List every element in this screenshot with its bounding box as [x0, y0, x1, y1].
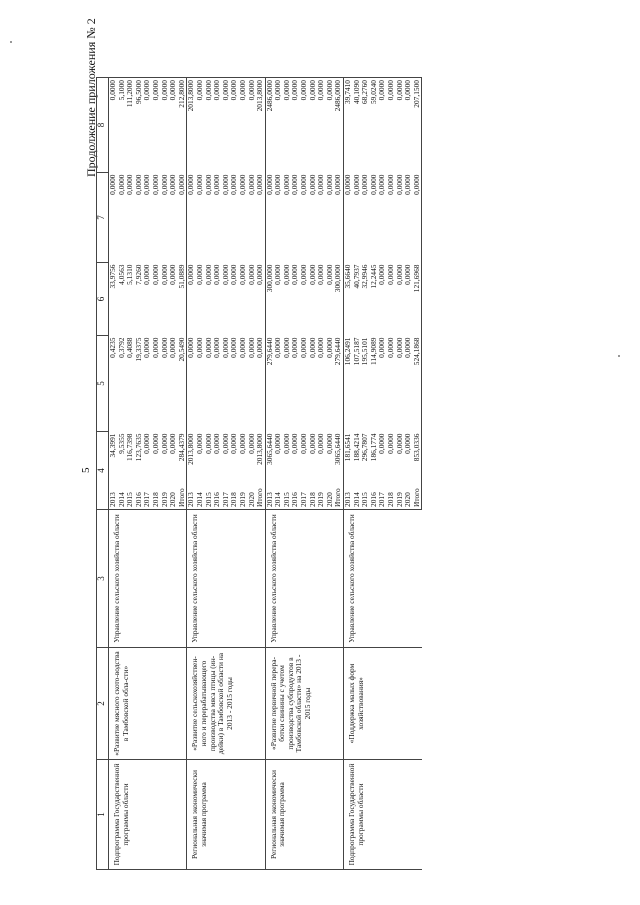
value-col7: 0,0000 [299, 174, 309, 195]
row-year: 2013 [344, 480, 353, 510]
value-col4: 0,0000 [220, 433, 230, 454]
value-col6: 300,0000 [333, 264, 343, 293]
value-col8: 212,8000 [178, 78, 187, 173]
value-col6: 4,0563 [116, 264, 126, 285]
row-year: 2017 [300, 480, 309, 510]
value-col6: 300,0000 [265, 263, 274, 336]
value-col8: 0,0000 [143, 78, 152, 173]
value-col8: 68,2760 [361, 78, 370, 173]
value-col4: 3065,6440 [265, 432, 274, 480]
value-col6: 0,0000 [187, 263, 196, 336]
value-col6: 0,0000 [220, 264, 230, 285]
row-year: 2014 [274, 480, 283, 510]
value-col8: 0,0000 [213, 78, 222, 173]
row-year: 2018 [152, 480, 161, 510]
value-col4: 0,0000 [403, 433, 413, 454]
value-col5: 279,6440 [265, 336, 274, 432]
value-col5: 0,0000 [290, 337, 300, 358]
value-col6: 12,2445 [368, 264, 378, 289]
value-col4: 0,0000 [212, 433, 222, 454]
value-col5: 0,0000 [159, 337, 169, 358]
value-col7: 0,0000 [368, 174, 378, 195]
value-col4: 188,4214 [351, 433, 361, 462]
column-header-4: 4 [97, 432, 109, 510]
value-col5: 0,0000 [203, 337, 213, 358]
value-col6: 0,0000 [159, 264, 169, 285]
value-col8: 0,0000 [169, 78, 178, 173]
program-executor: Управление сельского хозяйства области [187, 510, 265, 648]
value-col4: 0,0000 [203, 433, 213, 454]
value-col7: 0,0000 [187, 173, 196, 263]
value-col7: 0,0000 [237, 174, 247, 195]
value-col7: 0,0000 [273, 174, 283, 195]
value-col7: 0,0000 [150, 174, 160, 195]
value-col8: 0,0000 [404, 78, 413, 173]
value-col8: 2013,8000 [256, 78, 265, 173]
table-body [109, 78, 422, 870]
value-col6: 0,0000 [168, 264, 178, 285]
value-col8: 96,5000 [135, 78, 144, 173]
value-col7: 0,0000 [229, 174, 239, 195]
value-col7: 0,0000 [203, 174, 213, 195]
value-col8: 2486,0000 [265, 78, 274, 173]
value-col8: 0,0000 [230, 78, 239, 173]
row-year: 2014 [196, 480, 205, 510]
value-col5: 0,4088 [125, 337, 135, 358]
value-col6: 0,0000 [212, 264, 222, 285]
row-year: 2020 [248, 480, 257, 510]
value-col4: 0,0000 [281, 433, 291, 454]
row-year: 2013 [109, 480, 118, 510]
value-col6: 32,9946 [360, 264, 370, 289]
value-col5: 0,0000 [237, 337, 247, 358]
value-col5: 0,0000 [255, 337, 265, 358]
column-header-5: 5 [97, 336, 109, 432]
value-col7: 0,0000 [290, 174, 300, 195]
value-col7: 0,0000 [109, 173, 118, 263]
value-col4: 0,0000 [229, 433, 239, 454]
value-col8: 2013,8000 [187, 78, 196, 173]
value-col5: 19,3375 [133, 337, 143, 362]
value-col6: 35,6640 [344, 263, 353, 336]
value-col4: 0,0000 [237, 433, 247, 454]
value-col6: 33,9756 [109, 263, 118, 336]
value-col4: 0,0000 [194, 433, 204, 454]
value-col4: 0,0000 [150, 433, 160, 454]
value-col5: 107,5187 [351, 337, 361, 366]
value-col6: 0,0000 [386, 264, 395, 285]
column-header-2: 2 [97, 648, 109, 760]
row-year: 2019 [161, 480, 170, 510]
value-col4: 284,4379 [176, 433, 186, 462]
value-col7: 0,0000 [159, 174, 169, 195]
value-col4: 186,1774 [368, 433, 378, 462]
program-name: «Развитие сельскохозяйствен-ного и перерабатывающего производства мяса птицы (ин-дейки) в Тамбовской области на 2013 - 2015 годы [187, 648, 265, 760]
value-col5: 0,0000 [377, 337, 387, 358]
value-col4: 34,3991 [109, 432, 118, 480]
value-col7: 0,0000 [307, 174, 317, 195]
value-col6: 0,0000 [194, 264, 204, 285]
row-year: 2016 [291, 480, 300, 510]
value-col5: 0,4235 [109, 336, 118, 432]
program-level: Региональная экономически значимая программа [265, 760, 343, 870]
value-col4: 0,0000 [246, 433, 256, 454]
row-year: 2018 [230, 480, 239, 510]
value-col4: 0,0000 [159, 433, 169, 454]
value-col8: 0,0000 [205, 78, 214, 173]
value-col7: 0,0000 [403, 174, 413, 195]
value-col6: 0,0000 [324, 264, 334, 285]
value-col8: 0,0000 [309, 78, 318, 173]
value-col7: 0,0000 [333, 174, 343, 195]
value-col8: 0,0000 [239, 78, 248, 173]
value-col6: 0,0000 [203, 264, 213, 285]
value-col5: 0,0000 [246, 337, 256, 358]
row-year: 2020 [404, 480, 413, 510]
value-col6: 51,0889 [176, 264, 186, 289]
value-col6: 0,0000 [316, 264, 326, 285]
value-col5: 106,2491 [344, 336, 353, 432]
value-col7: 0,0000 [281, 174, 291, 195]
value-col5: 0,0000 [307, 337, 317, 358]
value-col7: 0,0000 [324, 174, 334, 195]
value-col8: 40,1090 [353, 78, 362, 173]
value-col7: 0,0000 [360, 174, 370, 195]
row-year: 2014 [353, 480, 362, 510]
row-year: 2017 [222, 480, 231, 510]
value-col7: 0,0000 [116, 174, 126, 195]
row-year: 2015 [283, 480, 292, 510]
row-year: 2016 [370, 480, 379, 510]
value-col5: 195,5101 [360, 337, 370, 366]
value-col4: 2013,8000 [187, 432, 196, 480]
value-col7: 0,0000 [133, 174, 143, 195]
row-year: 2015 [126, 480, 135, 510]
value-col7: 0,0000 [212, 174, 222, 195]
value-col8: 207,1500 [413, 78, 422, 173]
row-year: Итого [256, 480, 265, 510]
row-year: 2013 [187, 480, 196, 510]
value-col7: 0,0000 [246, 174, 256, 195]
row-year: 2014 [118, 480, 127, 510]
value-col8: 0,0000 [274, 78, 283, 173]
value-col6: 0,0000 [299, 264, 309, 285]
value-col5: 0,0000 [386, 337, 395, 358]
value-col8: 0,0000 [196, 78, 205, 173]
value-col8: 0,0000 [396, 78, 405, 173]
value-col5: 0,0000 [229, 337, 239, 358]
value-col8: 0,0000 [326, 78, 335, 173]
value-col4: 123,7635 [133, 433, 143, 462]
value-col5: 0,0000 [187, 336, 196, 432]
value-col4: 0,0000 [168, 433, 178, 454]
value-col5: 0,0000 [150, 337, 160, 358]
value-col5: 0,0000 [299, 337, 309, 358]
value-col8: 0,0000 [222, 78, 231, 173]
row-year: 2017 [378, 480, 387, 510]
value-col7: 0,0000 [220, 174, 230, 195]
value-col4: 296,7807 [360, 433, 370, 462]
program-name: «Развитие мясного ското-водства в Тамбовской обла-сти» [109, 648, 187, 760]
row-year: Итого [334, 480, 343, 510]
program-level: Региональная экономически значимая программа [187, 760, 265, 870]
value-col7: 0,0000 [125, 174, 135, 195]
value-col8: 0,0000 [378, 78, 387, 173]
value-col4: 9,5355 [116, 433, 126, 454]
value-col4: 116,7398 [125, 433, 135, 461]
value-col8: 111,2000 [126, 78, 135, 173]
value-col5: 0,0000 [324, 337, 334, 358]
value-col7: 0,0000 [176, 174, 186, 195]
value-col7: 0,0000 [344, 173, 353, 263]
row-year: 2015 [205, 480, 214, 510]
row-year: 2019 [317, 480, 326, 510]
value-col6: 0,0000 [150, 264, 160, 285]
value-col8: 0,0000 [161, 78, 170, 173]
value-col7: 0,0000 [351, 174, 361, 195]
value-col8: 0,0000 [248, 78, 257, 173]
table-row [344, 78, 353, 870]
value-col5: 0,0000 [316, 337, 326, 358]
program-executor: Управление сельского хозяйства области [265, 510, 343, 648]
table-row [265, 78, 274, 870]
program-executor: Управление сельского хозяйства области [109, 510, 187, 648]
value-col6: 0,0000 [237, 264, 247, 285]
value-col4: 0,0000 [324, 433, 334, 454]
value-col5: 0,0000 [394, 337, 404, 358]
column-header-8: 8 [97, 78, 109, 173]
value-col4: 0,0000 [316, 433, 326, 454]
value-col7: 0,0000 [168, 174, 178, 195]
value-col6: 0,0000 [246, 264, 256, 285]
value-col8: 0,0000 [283, 78, 292, 173]
value-col7: 0,0000 [394, 174, 404, 195]
value-col6: 0,0000 [403, 264, 413, 285]
row-year: 2019 [239, 480, 248, 510]
row-year: Итого [178, 480, 187, 510]
value-col8: 0,0000 [291, 78, 300, 173]
value-col6: 0,0000 [273, 264, 283, 285]
table-row [187, 78, 196, 870]
row-year: 2018 [387, 480, 396, 510]
value-col5: 0,3792 [116, 337, 126, 358]
value-col4: 0,0000 [307, 433, 317, 454]
row-year: 2015 [361, 480, 370, 510]
value-col8: 0,0000 [109, 78, 118, 173]
value-col4: 0,0000 [142, 433, 152, 454]
value-col5: 279,6440 [333, 337, 343, 366]
value-col8: 0,0000 [387, 78, 396, 173]
column-header-3: 3 [97, 510, 109, 648]
scan-speck [618, 355, 620, 357]
program-level: Подпрограмма Государственной программы области [344, 760, 422, 870]
value-col5: 524,1868 [413, 336, 422, 432]
value-col4: 0,0000 [386, 433, 395, 454]
value-col5: 0,0000 [194, 337, 204, 358]
value-col4: 0,0000 [299, 433, 309, 454]
continuation-caption: Продолжение приложения № 2 [84, 18, 98, 177]
row-year: 2016 [213, 480, 222, 510]
scan-speck [10, 41, 12, 43]
value-col5: 0,0000 [168, 337, 178, 358]
value-col8: 39,7410 [344, 78, 353, 173]
value-col5: 0,0000 [212, 337, 222, 358]
value-col6: 0,0000 [255, 264, 265, 285]
value-col4: 0,0000 [273, 433, 283, 454]
value-col6: 0,0000 [281, 264, 291, 285]
value-col8: 2486,0000 [334, 78, 343, 173]
page-number: 5 [80, 467, 92, 473]
value-col5: 0,0000 [142, 337, 152, 358]
value-col5: 0,0000 [273, 337, 283, 358]
value-col8: 0,0000 [152, 78, 161, 173]
value-col6: 0,0000 [229, 264, 239, 285]
value-col5: 114,9089 [368, 337, 378, 365]
value-col7: 0,0000 [316, 174, 326, 195]
row-year: 2019 [396, 480, 405, 510]
value-col7: 0,0000 [413, 173, 422, 263]
value-col5: 0,0000 [281, 337, 291, 358]
column-header-1: 1 [97, 760, 109, 870]
value-col7: 0,0000 [265, 173, 274, 263]
value-col5: 20,5490 [176, 337, 186, 362]
column-header-7: 7 [97, 173, 109, 263]
value-col7: 0,0000 [142, 174, 152, 195]
program-executor: Управление сельского хозяйства области [344, 510, 422, 648]
value-col5: 0,0000 [403, 337, 413, 358]
row-year: 2017 [143, 480, 152, 510]
value-col4: 181,6541 [344, 432, 353, 480]
value-col6: 0,0000 [142, 264, 152, 285]
value-col6: 40,7937 [351, 264, 361, 289]
value-col4: 0,0000 [290, 433, 300, 454]
program-name: «Поддержка малых форм хозяйствования» [344, 648, 422, 760]
value-col8: 5,1000 [118, 78, 127, 173]
value-col6: 121,6968 [413, 263, 422, 336]
value-col6: 0,0000 [377, 264, 387, 285]
value-col4: 0,0000 [377, 433, 387, 454]
value-col4: 0,0000 [394, 433, 404, 454]
row-year: 2013 [265, 480, 274, 510]
value-col7: 0,0000 [377, 174, 387, 195]
value-col7: 0,0000 [386, 174, 395, 195]
value-col6: 5,1310 [125, 264, 135, 285]
value-col4: 3065,6440 [333, 433, 343, 465]
value-col7: 0,0000 [194, 174, 204, 195]
row-year: 2020 [169, 480, 178, 510]
value-col6: 0,0000 [307, 264, 317, 285]
budget-table [96, 77, 422, 870]
value-col8: 0,0000 [317, 78, 326, 173]
value-col7: 0,0000 [255, 174, 265, 195]
value-col8: 59,0240 [370, 78, 379, 173]
program-level: Подпрограмма Государственной программы области [109, 760, 187, 870]
value-col6: 0,0000 [290, 264, 300, 285]
row-year: Итого [413, 480, 422, 510]
value-col4: 853,0336 [413, 432, 422, 480]
row-year: 2016 [135, 480, 144, 510]
value-col6: 7,9260 [133, 264, 143, 285]
column-number-row [97, 78, 109, 870]
row-year: 2020 [326, 480, 335, 510]
column-header-6: 6 [97, 263, 109, 336]
row-year: 2018 [309, 480, 318, 510]
table-row [109, 78, 118, 870]
value-col4: 2013,8000 [255, 433, 265, 465]
value-col5: 0,0000 [220, 337, 230, 358]
value-col8: 0,0000 [300, 78, 309, 173]
program-name: «Развитие первичной перера-ботки свинины с учетом производства субпродуктов в Тамбовской области» на 2013 - 2015 годы [265, 648, 343, 760]
value-col6: 0,0000 [394, 264, 404, 285]
